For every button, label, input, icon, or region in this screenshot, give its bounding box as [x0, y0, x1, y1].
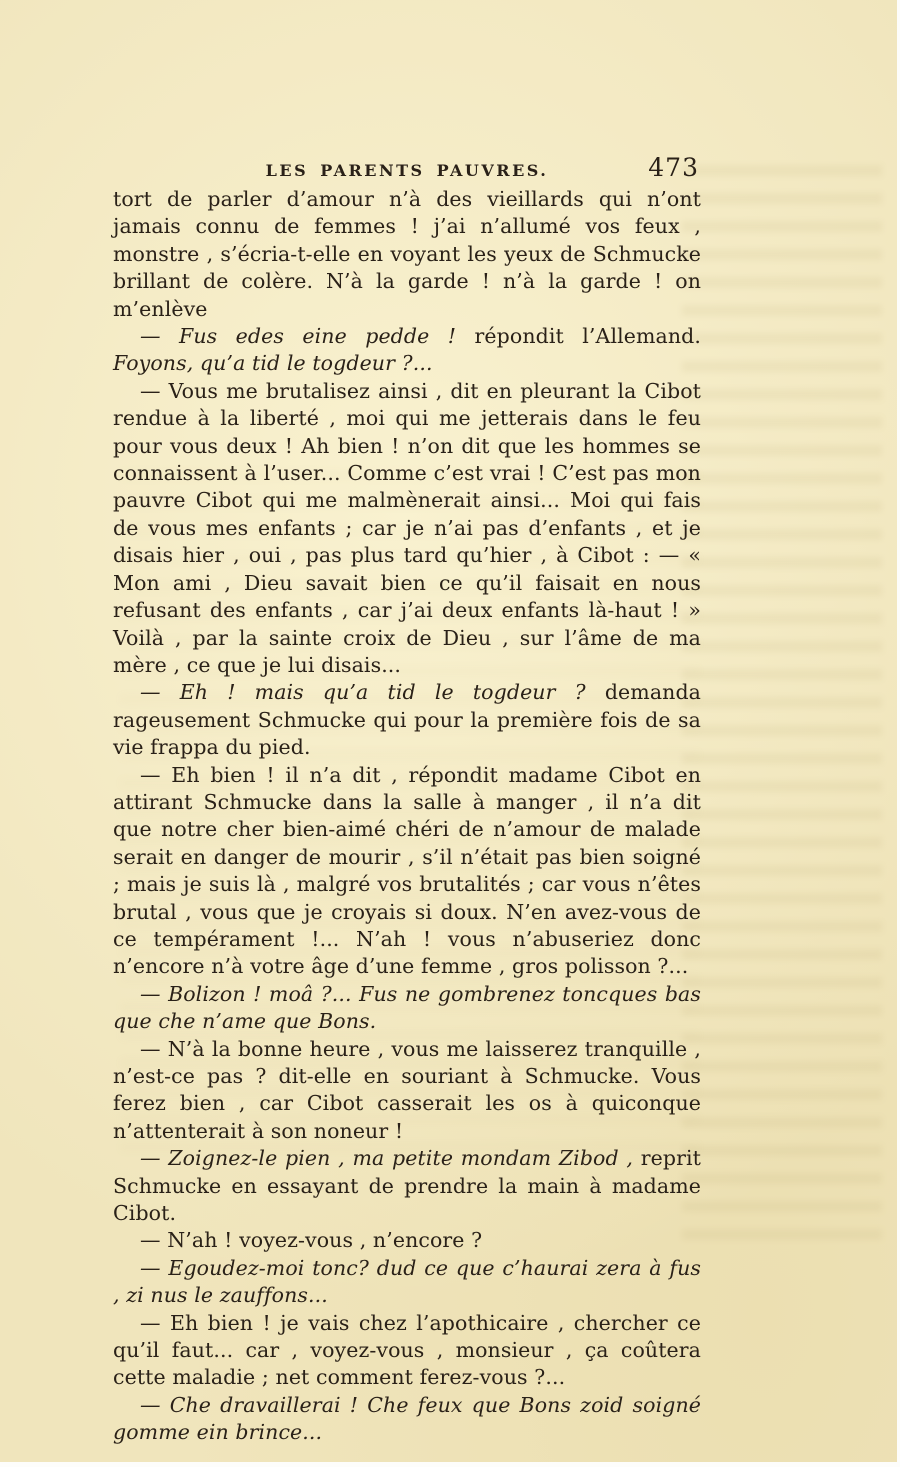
text-segment: — Vous me brutalisez ainsi , dit en pleurant la Cibot rendue à la liberté , moi qui me jetterais dans le feu pour vous deux ! Ah bien ! n’on dit que les hommes se connaissent à l’user... Comme c’est vrai ! C’est pas mon pauvre Cibot qui me malmènerait ainsi... Moi qui fais de vous mes enfants ; car je n’ai pas d’enfants , et je disais hier , oui , pas plus tard qu’hier , à Cibot : — « Mon ami , Dieu savait bien ce qu’il faisait en nous refusant des enfants , car j’ai deux enfants là-haut ! » Voilà , par la sainte croix de Dieu , sur l’âme de ma mère , ce que je lui disais... [113, 378, 701, 677]
page-number: 473 [648, 153, 699, 182]
text-segment: reprit Schmucke en essayant de prendre la main à madame Cibot. [113, 1146, 701, 1226]
running-title: LES PARENTS PAUVRES. [265, 161, 549, 180]
paragraph [113, 1036, 701, 1146]
text-segment: — Zoignez-le pien , ma petite mondam Zibod , [140, 1146, 641, 1171]
text-segment: — N’ah ! voyez-vous , n’encore ? [140, 1228, 483, 1253]
show-through-texture [682, 165, 882, 1255]
paragraph [113, 186, 701, 323]
paragraph [113, 981, 701, 1036]
text-segment: — Eh bien ! il n’a dit , répondit madame Cibot en attirant Schmucke dans la salle à manger , il n’a dit que notre cher bien-aimé chéri de n’amour de malade serait en danger de mourir , s’il n’était pas bien soigné ; mais je suis là , malgré vos brutalités ; car vous n’êtes brutal , vous que je croyais si doux. N’en avez-vous de ce tempérament !... N’ah ! vous n’abuseriez donc n’encore n’à votre âge d’une femme , gros polisson ?... [113, 762, 701, 979]
text-segment: — Egoudez-moi tonc? dud ce que c’haurai zera à fus , zi nus le zauffons... [113, 1255, 701, 1308]
paragraph [113, 1392, 701, 1447]
text-segment: tort de parler d’amour n’à des vieillards qui n’ont jamais connu de femmes ! j’ai n’allumé vos feux , monstre , s’écria-t-elle en voyant les yeux de Schmucke brillant de colère. N’à la garde ! n’à la garde ! on m’enlève [113, 187, 701, 321]
paragraph [113, 378, 701, 679]
text-segment: — Fus edes eine pedde ! [140, 324, 475, 349]
text-segment: — Eh bien ! je vais chez l’apothicaire , chercher ce qu’il faut... car , voyez-vous , monsieur , ça coûtera cette maladie ; net comment ferez-vous ?... [113, 1310, 701, 1390]
text-segment: — Eh ! mais qu’a tid le togdeur ? [140, 680, 605, 705]
text-segment: demanda rageusement Schmucke qui pour la première fois de sa vie frappa du pied. [113, 680, 701, 760]
paragraph [113, 1145, 701, 1227]
paragraph [113, 762, 701, 981]
text-segment: Foyons, qu’a tid le togdeur ?... [113, 351, 433, 376]
paragraph [113, 679, 701, 761]
text-segment: — Che dravaillerai ! Che feux que Bons zoid soigné gomme ein brince... [113, 1392, 701, 1445]
running-header [113, 152, 701, 182]
text-segment: répondit l’Allemand. [474, 324, 701, 349]
text-block [113, 186, 701, 1447]
paragraph [113, 1255, 701, 1310]
text-segment: — Bolizon ! moâ ?... Fus ne gombrenez toncques bas que che n’ame que Bons. [113, 981, 701, 1034]
paragraph [113, 1310, 701, 1392]
text-segment: — N’à la bonne heure , vous me laisserez tranquille , n’est-ce pas ? dit-elle en souriant à Schmucke. Vous ferez bien , car Cibot casserait les os à quiconque n’attenterait à son noneur ! [113, 1036, 701, 1143]
paragraph [113, 1227, 701, 1254]
paragraph [113, 323, 701, 378]
